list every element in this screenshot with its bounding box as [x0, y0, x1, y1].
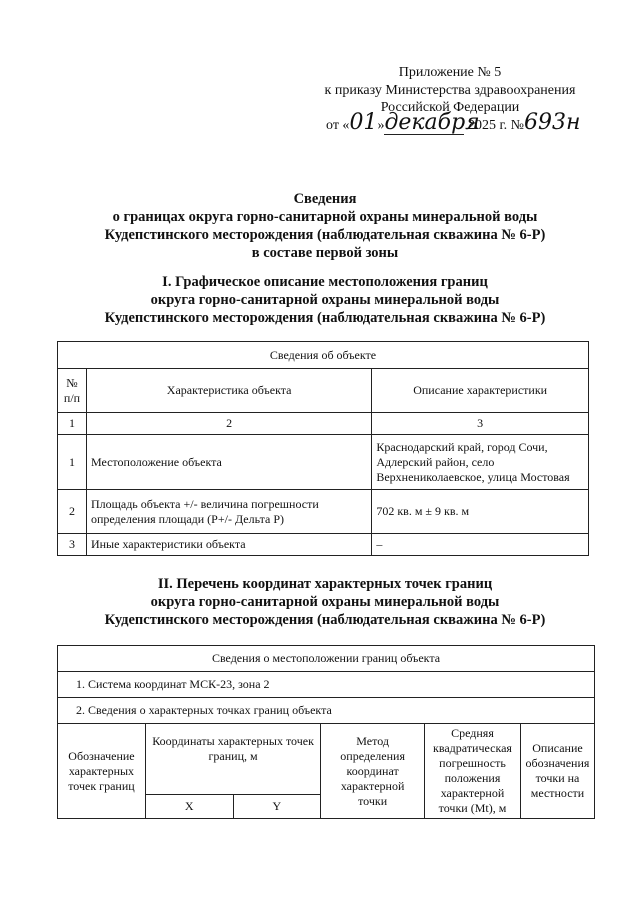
- order-date-line: [326, 112, 626, 137]
- points-info-heading: 2. Сведения о характерных точках границ объекта: [58, 698, 595, 724]
- section1-heading-line: округа горно-санитарной охраны минеральной воды: [150, 292, 500, 308]
- coordinates-table: [57, 645, 595, 819]
- order-reference: к приказу Министерства здравоохранения: [324, 83, 576, 98]
- header-characteristic: Характеристика объекта: [86, 369, 371, 413]
- section2-heading-line: II. Перечень координат характерных точек границ: [157, 576, 493, 592]
- date-mid: »: [377, 118, 385, 133]
- section1-heading-line: Кудепстинского месторождения (наблюдательная скважина № 6-Р): [104, 310, 546, 326]
- column-number: 2: [86, 413, 371, 435]
- order-number-handwritten: 693н: [523, 110, 581, 135]
- object-info-caption: Сведения об объекте: [58, 342, 589, 369]
- row-number: 2: [58, 490, 87, 534]
- section1-heading: [40, 273, 610, 327]
- header-point-description: Описание обозначения точки на местности: [520, 724, 594, 819]
- date-year: 2025 г. №: [467, 118, 524, 133]
- row-number: 3: [58, 534, 87, 556]
- section2-heading: [40, 575, 610, 629]
- column-number: 1: [58, 413, 87, 435]
- header-number: № п/п: [58, 369, 87, 413]
- title-line: Сведения: [293, 191, 357, 207]
- header-description: Описание характеристики: [372, 369, 589, 413]
- row-characteristic: Иные характеристики объекта: [86, 534, 371, 556]
- row-characteristic: Площадь объекта +/- величина погрешности определения площади (Р+/- Дельта Р): [86, 490, 371, 534]
- section1-heading-line: I. Графическое описание местоположения границ: [162, 274, 488, 290]
- row-value: 702 кв. м ± 9 кв. м: [372, 490, 589, 534]
- header-method: Метод определения координат характерной точки: [321, 724, 425, 819]
- title-line: о границах округа горно-санитарной охраны минеральной воды: [112, 209, 538, 225]
- header-coordinates: Координаты характерных точек границ, м: [145, 724, 320, 795]
- table-row: [58, 534, 589, 556]
- section2-heading-line: Кудепстинского месторождения (наблюдательная скважина № 6-Р): [104, 612, 546, 628]
- header-x: X: [145, 794, 233, 818]
- table-row: [58, 435, 589, 490]
- column-number: 3: [372, 413, 589, 435]
- row-value: Краснодарский край, город Сочи, Адлерский район, село Верхнениколаевское, улица Мостовая: [372, 435, 589, 490]
- date-month-handwritten: декабря: [384, 110, 480, 135]
- header-y: Y: [233, 794, 321, 818]
- document-title: [40, 190, 610, 262]
- header-mean-error: Средняя квадратическая погрешность положения характерной точки (Mt), м: [425, 724, 521, 819]
- table-row: [58, 490, 589, 534]
- title-line: в составе первой зоны: [251, 245, 399, 261]
- country-name: Российской Федерации: [380, 100, 520, 115]
- row-number: 1: [58, 435, 87, 490]
- row-characteristic: Местоположение объекта: [86, 435, 371, 490]
- section2-heading-line: округа горно-санитарной охраны минеральной воды: [150, 594, 500, 610]
- title-line: Кудепстинского месторождения (наблюдательная скважина № 6-Р): [104, 227, 546, 243]
- date-prefix: от «: [326, 118, 350, 133]
- attachment-label: Приложение № 5: [398, 65, 502, 80]
- coordinates-caption: Сведения о местоположении границ объекта: [58, 646, 595, 672]
- row-value: –: [372, 534, 589, 556]
- coordinate-system: 1. Система координат МСК-23, зона 2: [58, 672, 595, 698]
- object-info-table: [57, 341, 589, 556]
- date-day-handwritten: 01: [349, 110, 378, 135]
- header-point-designation: Обозначение характерных точек границ: [58, 724, 146, 819]
